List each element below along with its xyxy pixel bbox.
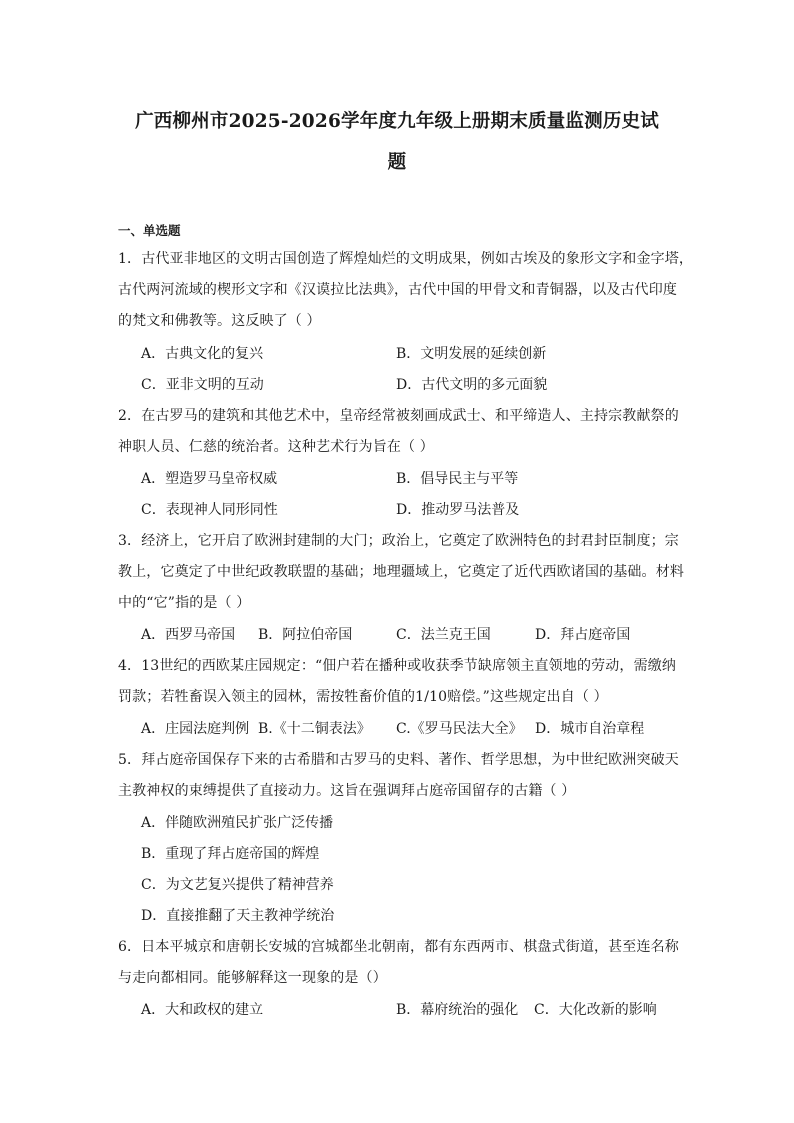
q6-option-a: A．大和政权的建立 xyxy=(141,1002,264,1018)
q1-stem-line2: 古代两河流域的楔形文字和《汉谟拉比法典》，古代中国的甲骨文和青铜器，以及古代印度 xyxy=(118,282,677,298)
q5-stem-line1: 5．拜占庭帝国保存下来的古希腊和古罗马的史料、著作、哲学思想，为中世纪欧洲突破天 xyxy=(118,752,679,768)
q2-option-d: D．推动罗马法普及 xyxy=(396,502,520,518)
q1-option-b: B．文明发展的延续创新 xyxy=(396,346,547,362)
q4-stem-line1: 4．13世纪的西欧某庄园规定：“佃户若在播种或收获季节缺席领主直领地的劳动，需缴纳 xyxy=(118,658,677,674)
q3-option-c: C．法兰克王国 xyxy=(396,627,491,643)
q5-option-a: A．伴随欧洲殖民扩张广泛传播 xyxy=(141,815,334,831)
q5-option-d: D．直接推翻了天主教神学统治 xyxy=(141,908,335,924)
q6-stem-line2: 与走向都相同。能够解释这一现象的是（） xyxy=(118,970,387,986)
exam-title-line1: 广西柳州市2025-2026学年度九年级上册期末质量监测历史试 xyxy=(135,111,659,132)
q6-option-b: B．幕府统治的强化 xyxy=(396,1002,519,1018)
q4-stem-line2: 罚款；若牲畜误入领主的园林，需按牲畜价值的1/10赔偿。”这些规定出自（ ） xyxy=(118,689,608,705)
q2-option-c: C．表现神人同形同性 xyxy=(141,502,278,518)
q2-option-a: A．塑造罗马皇帝权威 xyxy=(141,471,278,487)
section-heading: 一、单选题 xyxy=(118,223,181,238)
q4-option-c: C.《罗马民法大全》 xyxy=(396,721,523,737)
q3-stem-line2: 教上，它奠定了中世纪政教联盟的基础；地理疆域上，它奠定了近代西欧诸国的基础。材料 xyxy=(118,564,684,580)
q3-option-b: B．阿拉伯帝国 xyxy=(258,627,353,643)
q2-option-b: B．倡导民主与平等 xyxy=(396,471,519,487)
exam-title-line2: 题 xyxy=(387,152,407,173)
q2-stem-line2: 神职人员、仁慈的统治者。这种艺术行为旨在（ ） xyxy=(118,439,434,455)
q1-option-d: D．古代文明的多元面貌 xyxy=(396,377,548,393)
q4-option-b: B.《十二铜表法》 xyxy=(258,721,371,737)
q4-option-a: A．庄园法庭判例 xyxy=(141,721,250,737)
q4-option-d: D．城市自治章程 xyxy=(535,721,645,737)
q5-option-b: B．重现了拜占庭帝国的辉煌 xyxy=(141,846,320,862)
q1-option-a: A．古典文化的复兴 xyxy=(141,346,264,362)
q3-stem-line1: 3．经济上，它开启了欧洲封建制的大门；政治上，它奠定了欧洲特色的封君封臣制度；宗 xyxy=(118,533,679,549)
q5-option-c: C．为文艺复兴提供了精神营养 xyxy=(141,877,334,893)
q6-option-c: C．大化改新的影响 xyxy=(534,1002,657,1018)
q5-stem-line2: 主教神权的束缚提供了直接动力。这旨在强调拜占庭帝国留存的古籍（ ） xyxy=(118,783,576,799)
q1-option-c: C．亚非文明的互动 xyxy=(141,377,264,393)
q3-option-d: D．拜占庭帝国 xyxy=(535,627,631,643)
q1-stem-line3: 的梵文和佛教等。这反映了（ ） xyxy=(118,313,321,329)
q3-option-a: A．西罗马帝国 xyxy=(141,627,236,643)
q1-stem-line1: 1．古代亚非地区的文明古国创造了辉煌灿烂的文明成果，例如古埃及的象形文字和金字塔， xyxy=(118,251,694,267)
q3-stem-line3: 中的“它”指的是（ ） xyxy=(118,595,251,611)
q6-stem-line1: 6．日本平城京和唐朝长安城的宫城都坐北朝南，都有东西两市、棋盘式街道，甚至连名称 xyxy=(118,939,679,955)
q2-stem-line1: 2．在古罗马的建筑和其他艺术中，皇帝经常被刻画成武士、和平缔造人、主持宗教献祭的 xyxy=(118,408,679,424)
